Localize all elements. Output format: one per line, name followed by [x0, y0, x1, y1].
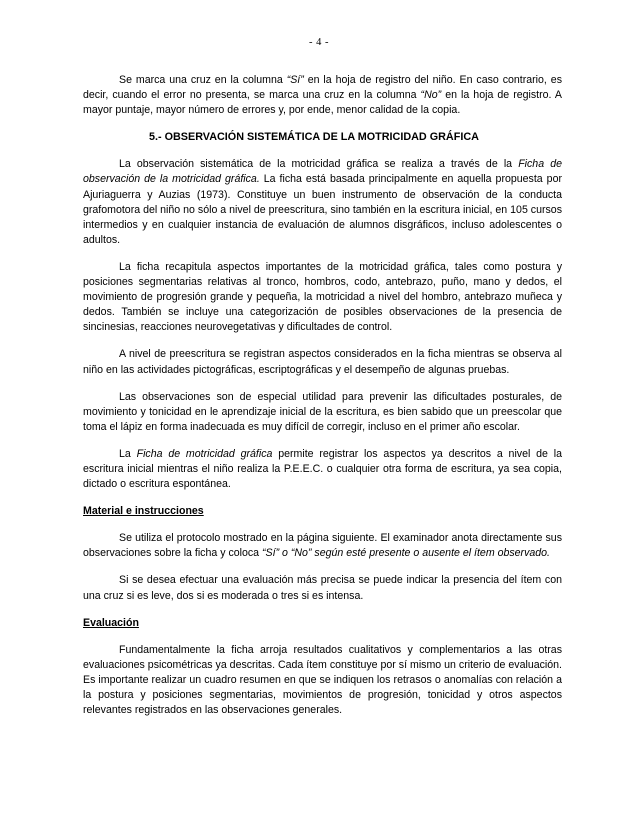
text-run: La ficha está basada principalmente en aquella propuesta por Ajuriaguerra y Auzias (1973). Constituye un buen instrumento de observación de la conducta grafomotora del niño no sólo a nivel de preescritura, sino también en la escritura inicial, en 105 cursos intermedios y en cualquier instancia de evaluación de alumnos disgráficos, incluso adolescentes o adultos. — [83, 173, 562, 246]
text-run: permite registrar los aspectos ya descritos a nivel de la escritura inicial mientras el niño realiza la P.E.E.C. o cualquier otra forma de escritura, ya sea copia, dictado o escritura espontánea. — [83, 447, 563, 491]
quoted-si: “ Sí ” — [262, 547, 279, 559]
subheading-material: Material e instrucciones — [83, 505, 204, 518]
paragraph-protocolo — [83, 531, 562, 561]
paragraph-registro — [83, 73, 562, 118]
paragraph-evaluacion: Fundamentalmente la ficha arroja resultados cualitativos y complementarios a las otras evaluaciones psicométricas ya descritas. Cada ítem constituye por sí mismo un criterio de evaluación. Es importante realizar un cuadro resumen en que se indiquen los retrasos o anomalías con relación a la postura y posiciones segmentarias, movimientos de progresión, tonicidad y otros aspectos relevantes registrados en las observaciones generales. — [83, 643, 562, 717]
document-body — [83, 73, 562, 730]
paragraph-precisa: Si se desea efectuar una evaluación más precisa se puede indicar la presencia del ítem con una cruz si es leve, dos si es moderada o tres si es intensa. — [83, 574, 562, 602]
text-run: La observación sistemática de la motricidad gráfica se realiza a través de la — [119, 158, 519, 171]
text-run: Se marca una cruz en la columna — [119, 74, 287, 86]
text-run: o — [279, 547, 291, 560]
quoted-no: “ No ” — [291, 547, 312, 559]
paragraph-ficha-registro — [83, 447, 562, 492]
text-run: en la hoja de registro del niño. En caso contrario, es decir, cuando el error no presenta, se marca una cruz en la columna — [83, 74, 562, 102]
section-heading: 5.- OBSERVACIÓN SISTEMÁTICA DE LA MOTRICIDAD GRÁFICA — [149, 131, 479, 144]
emphasis-ficha: Ficha de observación de la motricidad gráfica. — [83, 158, 562, 186]
paragraph-utilidad: Las observaciones son de especial utilidad para prevenir las dificultades posturales, de movimiento y tonicidad en le aprendizaje inicial de la escritura, es bien sabido que un preescolar que toma el lápiz en forma inadecuada es muy difícil de corregir, incluso en el primer año escolar. — [83, 390, 562, 433]
quoted-si: “ Sí ” — [287, 74, 304, 86]
quoted-no: “ No ” — [421, 89, 442, 101]
paragraph-recapitula: La ficha recapitula aspectos importantes de la motricidad gráfica, tales como postura y posiciones segmentarias relativas al tronco, hombros, codo, antebrazo, puño, mano y dedos, el movimiento de progresión grande y pequeña, la motricidad a nivel del hombro, antebrazo muñeca y dedos. También se incluye una categorización de posibles observaciones de la presencia de sincinesias, reacciones neurovegetativas y dificultades de control. — [83, 260, 562, 334]
paragraph-observacion — [83, 157, 562, 248]
emphasis-ficha: Ficha de motricidad gráfica — [136, 447, 273, 460]
text-run: La — [119, 447, 137, 460]
text-run: en la hoja de registro. A mayor puntaje, mayor número de errores y, por ende, menor calidad de la copia. — [83, 89, 562, 117]
text-run: Se utiliza el protocolo mostrado en la página siguiente. El examinador anota directamente sus observaciones sobre la ficha y coloca — [83, 532, 562, 560]
subheading-evaluacion: Evaluación — [83, 616, 139, 629]
page-number: - 4 - — [309, 37, 329, 48]
emphasis-presente: según esté presente o ausente el ítem observado. — [311, 547, 550, 560]
paragraph-preescritura: A nivel de preescritura se registran aspectos considerados en la ficha mientras se observa al niño en las actividades pictográficas, escriptográficas y el desempeño de algunas pruebas. — [83, 348, 562, 376]
